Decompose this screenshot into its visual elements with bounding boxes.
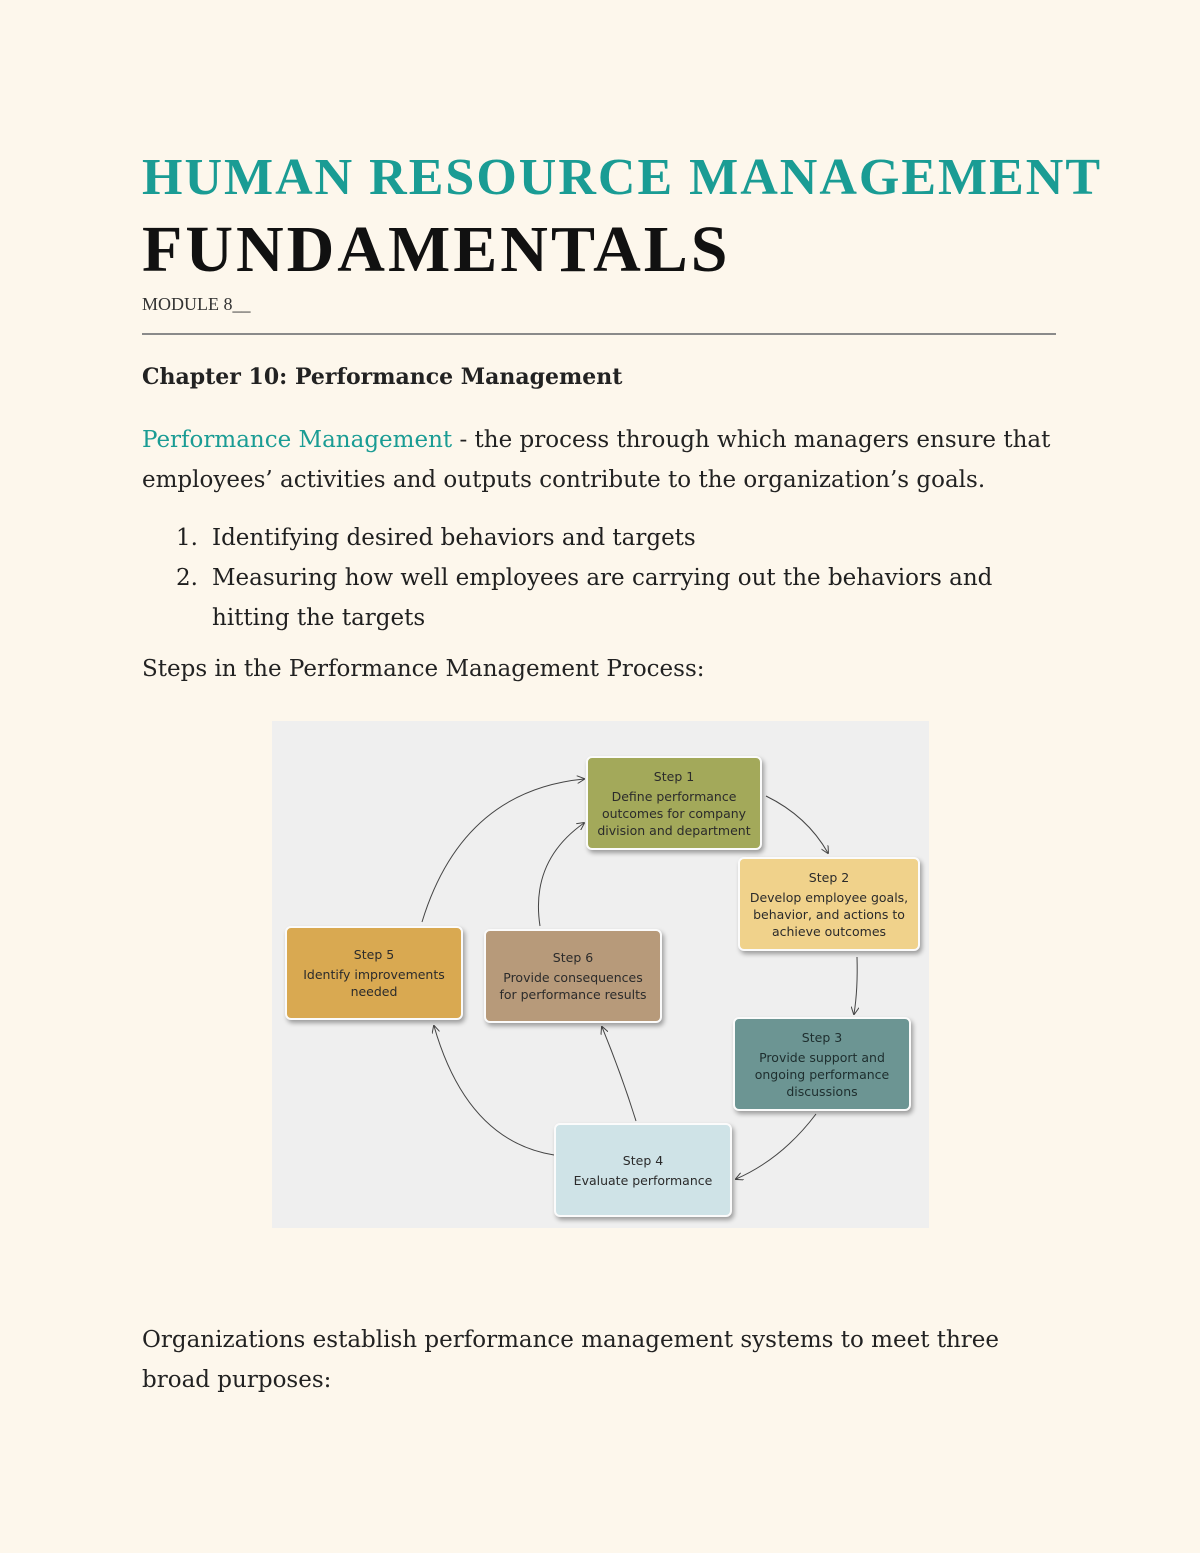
step-6-box xyxy=(484,929,662,1023)
step-1-box xyxy=(586,756,762,850)
step-5-box xyxy=(285,926,463,1020)
step-2-label: Step 2 xyxy=(808,869,850,885)
step-5-label: Step 5 xyxy=(353,947,395,962)
step-4-label: Step 4 xyxy=(622,1152,664,1168)
definition-text: - the process through which managers ensure that employees’ activities and outputs contribute to the organization’s goals. xyxy=(142,427,1051,493)
process-diagram xyxy=(272,721,929,1228)
step-3-label: Step 3 xyxy=(801,1029,843,1045)
arrow-step3-to-step4 xyxy=(736,1114,816,1179)
step-3-box xyxy=(733,1017,911,1111)
arrow-step1-to-step2 xyxy=(766,796,828,853)
step-6-text: Provide consequences for performance results xyxy=(499,970,647,1002)
steps-heading: Steps in the Performance Management Process: xyxy=(142,656,705,682)
step-6-label: Step 6 xyxy=(552,950,594,965)
closing-paragraph: Organizations establish performance management systems to meet three broad purposes: xyxy=(142,1327,1000,1393)
header-divider xyxy=(142,333,1056,335)
list-item-number: 1. xyxy=(176,525,198,551)
arrow-step4-to-step5 xyxy=(434,1026,554,1155)
step-2-text: Develop employee goals, behavior, and actions to achieve outcomes xyxy=(749,889,909,939)
definition-paragraph xyxy=(142,420,1056,500)
step-1-label: Step 1 xyxy=(653,768,695,784)
step-4-box xyxy=(554,1123,732,1217)
list-item-text: Measuring how well employees are carrying out the behaviors and hitting the targets xyxy=(212,565,993,631)
definition-term: Performance Management xyxy=(142,427,453,453)
list-item-number: 2. xyxy=(176,565,198,591)
arrow-step4-to-step6 xyxy=(602,1027,636,1121)
arrow-step5-to-step1 xyxy=(422,779,584,922)
document-title-line1: HUMAN RESOURCE MANAGEMENT xyxy=(142,149,1102,206)
arrow-step6-to-step1 xyxy=(538,823,584,926)
step-3-text: Provide support and ongoing performance discussions xyxy=(754,1049,890,1099)
module-label: MODULE 8__ xyxy=(142,294,251,314)
step-4-text: Evaluate performance xyxy=(573,1172,713,1188)
document-title-line2: FUNDAMENTALS xyxy=(142,213,731,286)
numbered-list xyxy=(142,518,1056,638)
step-2-box xyxy=(738,857,920,951)
list-item xyxy=(142,518,1056,558)
list-item-text: Identifying desired behaviors and targets xyxy=(212,525,696,551)
step-5-text: Identify improvements needed xyxy=(303,967,445,999)
arrow-step2-to-step3 xyxy=(854,957,857,1014)
list-item xyxy=(142,558,1056,638)
chapter-heading: Chapter 10: Performance Management xyxy=(142,364,623,390)
step-1-text: Define performance outcomes for company division and department xyxy=(597,788,751,838)
